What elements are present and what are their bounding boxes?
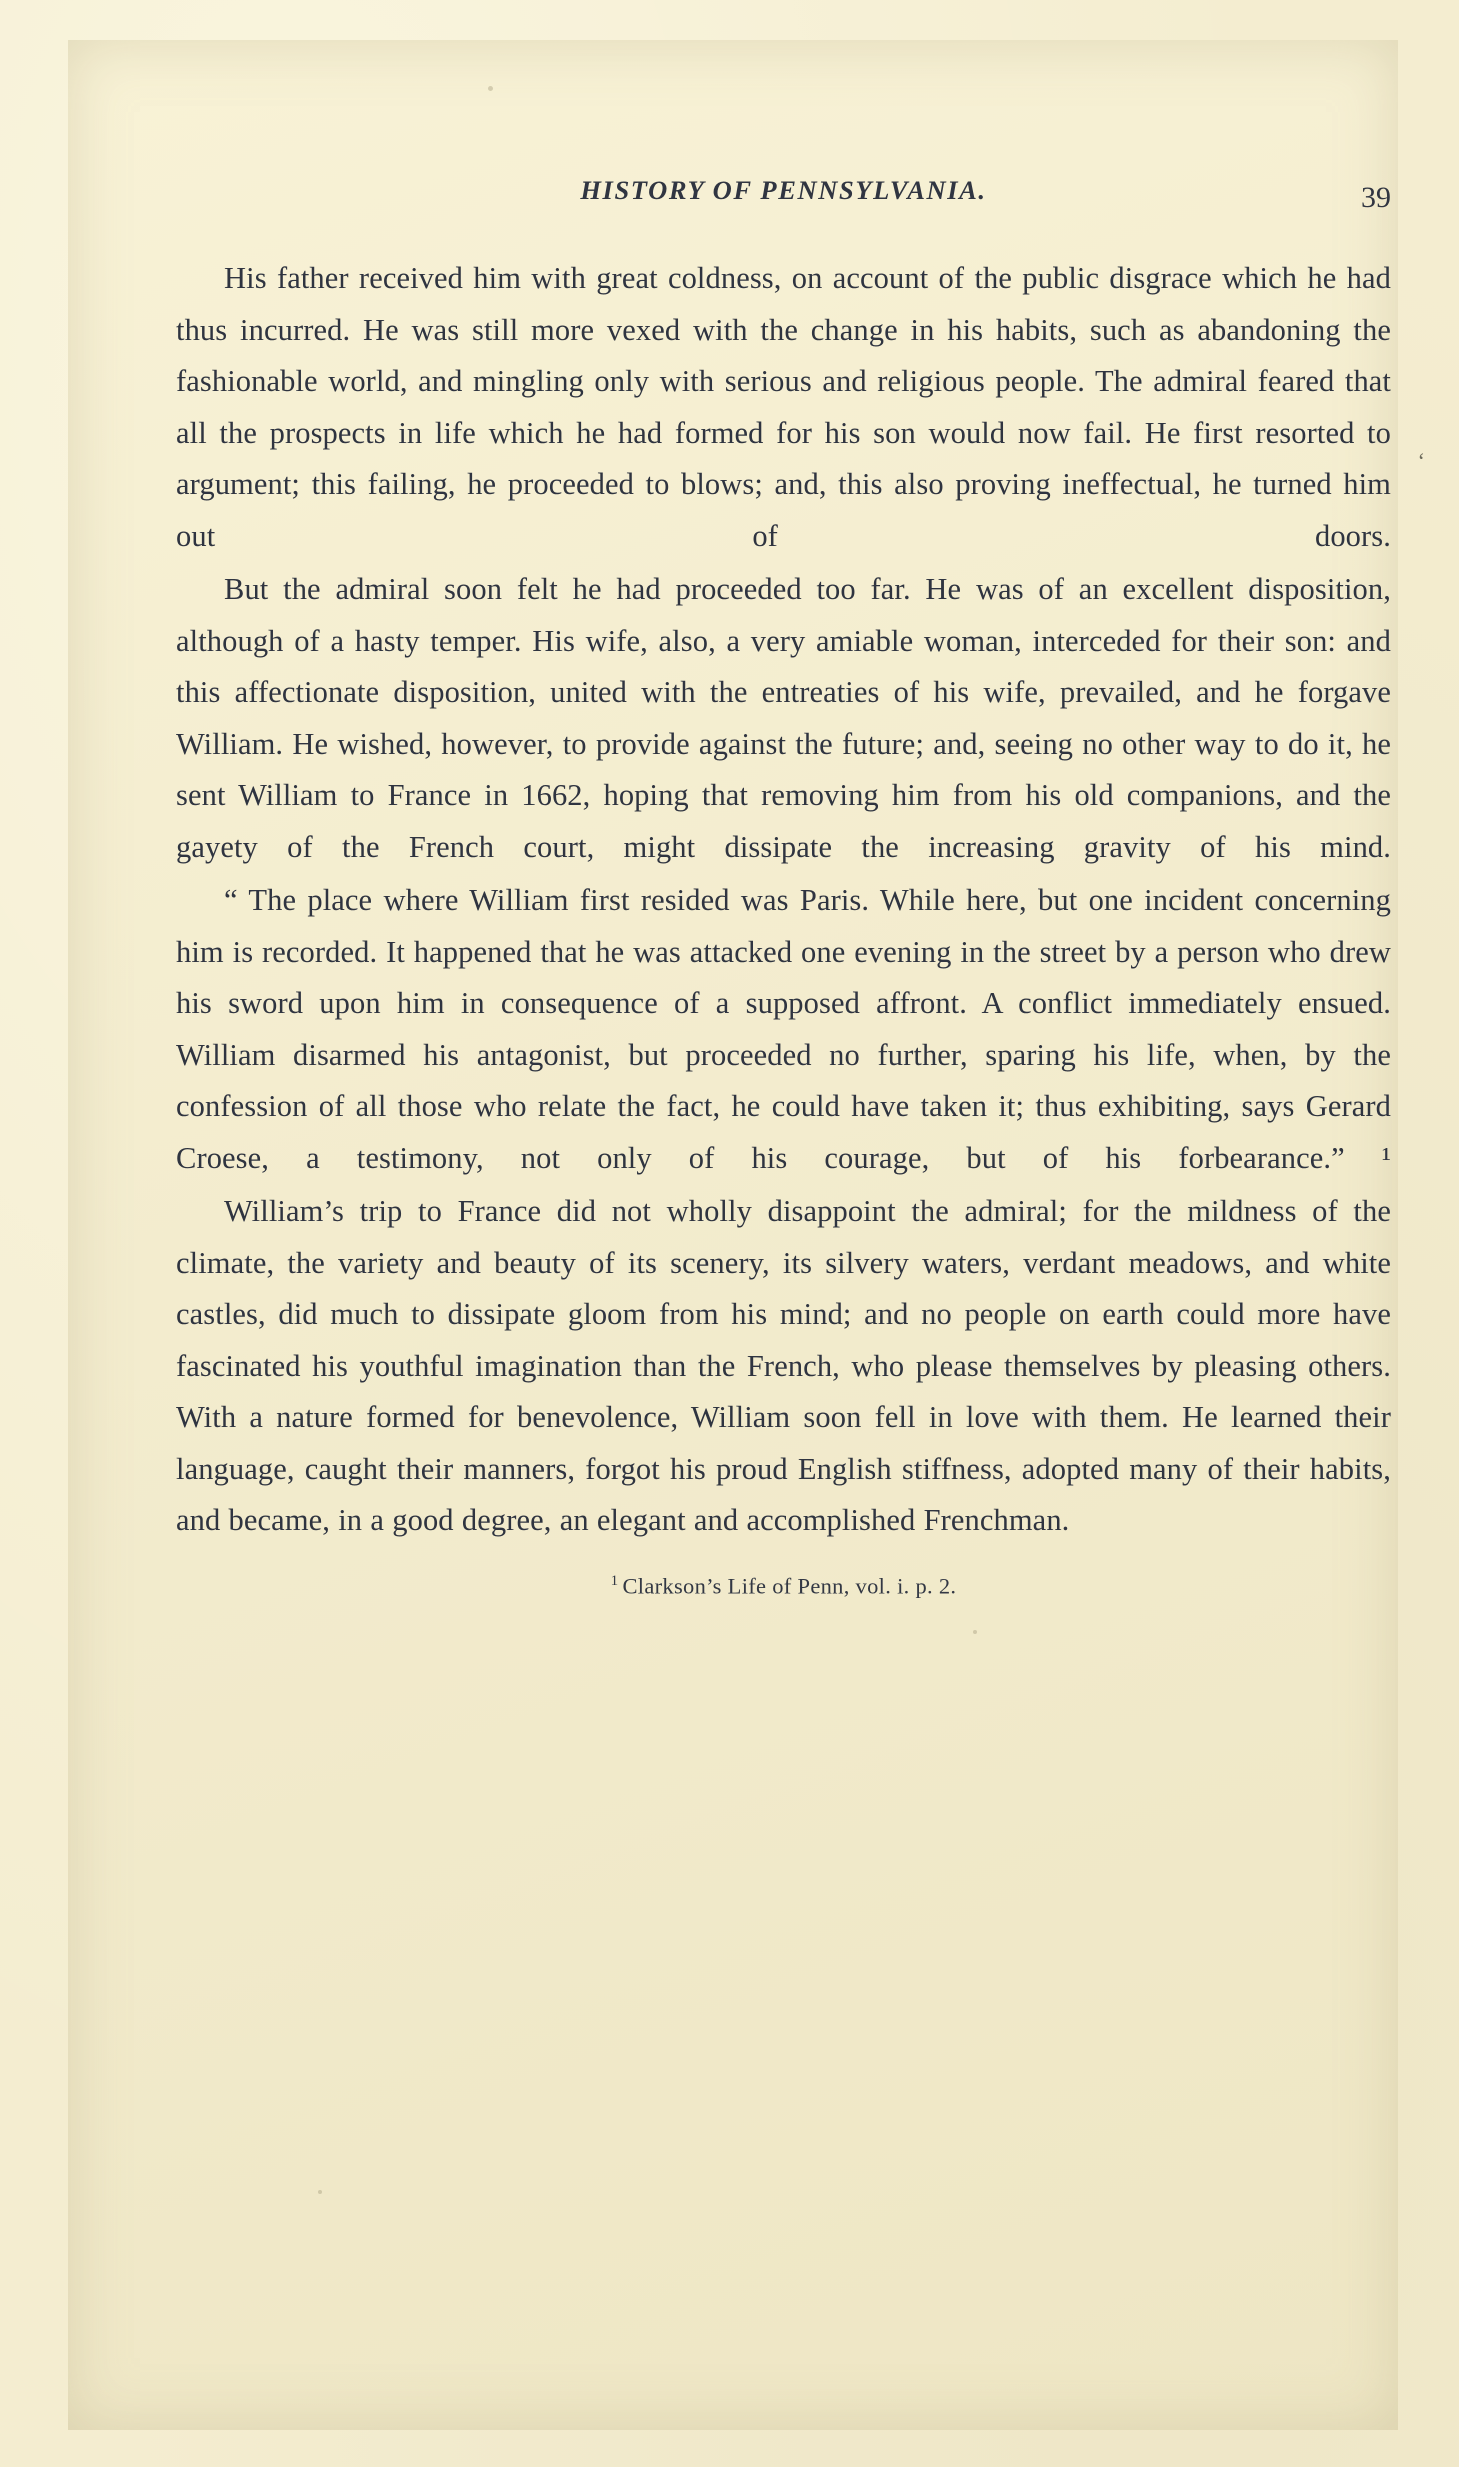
- page-number: 39: [1361, 181, 1391, 214]
- paper-speck: [318, 2190, 322, 2194]
- footnote-text: Clarkson’s Life of Penn, vol. i. p. 2.: [622, 1573, 957, 1598]
- paragraph: William’s trip to France did not wholly disappoint the admiral; for the mildness of the climate, the variety and beauty of its scenery, its silvery waters, verdant meadows, and white castles, did much to dissipate gloom from his mind; and no people on earth could more have fascinated his youthful imagination than the French, who please themselves by pleasing others. With a nature formed for benevolence, William soon fell in love with them. He learned their language, caught their manners, forgot his proud English stiffness, adopted many of their habits, and became, in a good degree, an elegant and accomplished Frenchman.: [176, 1194, 1391, 1537]
- marginal-mark: ‘: [1417, 448, 1425, 473]
- paragraph: “ The place where William first resided was Paris. While here, but one incident concerning him is recorded. It happened that he was attacked one evening in the street by a person who drew his sword upon him in consequence of a supposed affront. A conflict immediately ensued. William disarmed his antagonist, but proceeded no further, sparing his life, when, by the confession of all those who relate the fact, he could have taken it; thus exhibiting, says Gerard Croese, a testimony, not only of his courage, but of his forbearance.” ¹: [176, 883, 1391, 1175]
- running-head-title: HISTORY OF PENNSYLVANIA.: [580, 175, 987, 205]
- footnote-marker: 1: [610, 1572, 619, 1589]
- paragraph: But the admiral soon felt he had proceeded too far. He was of an excellent disposition, although of a hasty temper. His wife, also, a very amiable woman, interceded for their son: and this affectionate disposition, united with the entreaties of his wife, prevailed, and he forgave William. He wished, however, to provide against the future; and, seeing no other way to do it, he sent William to France in 1662, hoping that removing him from his old companions, and the gayety of the French court, might dissipate the increasing gravity of his mind.: [176, 572, 1391, 864]
- page-sheet: [68, 40, 1425, 2430]
- body-text: [176, 253, 1391, 1547]
- running-head: [176, 175, 1391, 215]
- page-content: [176, 175, 1425, 1599]
- paper-speck: [488, 86, 493, 91]
- footnote: [176, 1573, 1391, 1600]
- paper-speck: [973, 1630, 977, 1634]
- paragraph: His father received him with great coldness, on account of the public disgrace which he had thus incurred. He was still more vexed with the change in his habits, such as abandoning the fashionable world, and mingling only with serious and religious people. The admiral feared that all the prospects in life which he had formed for his son would now fail. He first resorted to argument; this failing, he proceeded to blows; and, this also proving ineffectual, he turned him out of doors.: [176, 261, 1391, 553]
